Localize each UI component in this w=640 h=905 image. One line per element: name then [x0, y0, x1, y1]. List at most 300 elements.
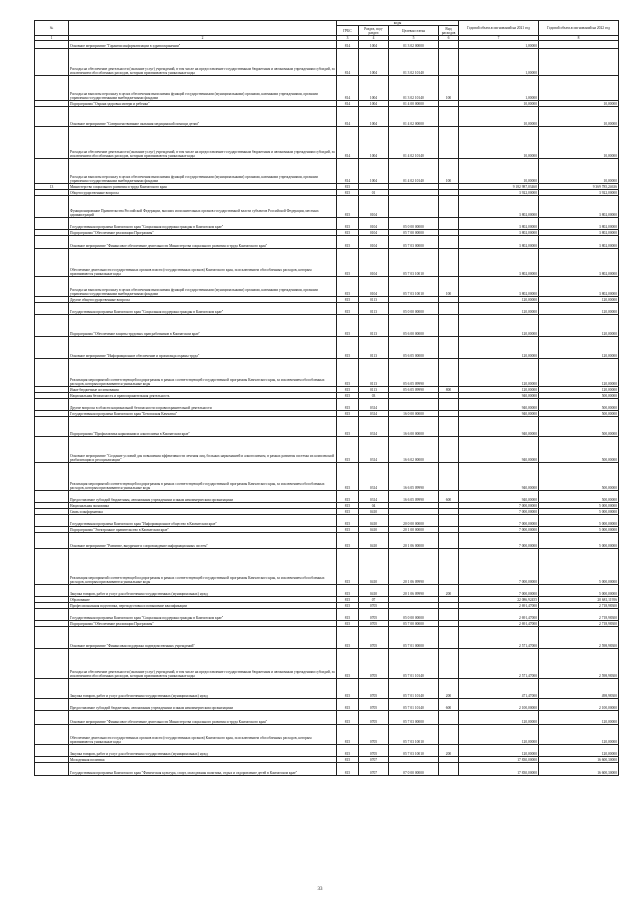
row-description: Государственная программа Камчатского края "Безопасная Камчатка": [69, 411, 337, 417]
row-grbs: 815: [337, 399, 359, 411]
row-grbs: 815: [337, 763, 359, 776]
row-section: 0705: [359, 699, 389, 711]
row-description: Подпрограмма "Обеспечение реализации Программы": [69, 621, 337, 627]
header-num: №: [35, 21, 69, 36]
row-description: Закупка товаров, работ и услуг для обеспечения государственных (муниципальных) нужд: [69, 745, 337, 757]
row-section: 0314: [359, 463, 389, 491]
row-expense-type: [439, 515, 459, 527]
row-number: [35, 585, 69, 597]
row-number: [35, 196, 69, 218]
colnum: 7: [459, 36, 539, 41]
row-section: 0410: [359, 533, 389, 549]
row-target-article: 05 0 00 00000: [389, 303, 439, 315]
row-target-article: 05 7 03 00000: [389, 236, 439, 249]
row-section: 0410: [359, 509, 389, 515]
row-amount-2022: 5 000,00000: [539, 549, 619, 585]
row-section: 01: [359, 190, 389, 196]
table-row: [35, 585, 619, 597]
row-grbs: 815: [337, 417, 359, 437]
row-amount-2022: 500,00000: [539, 437, 619, 463]
row-description: Основное мероприятие "Финансовое обеспечение деятельности Министерства социального развития и труда Камчатского края": [69, 711, 337, 725]
row-section: 0705: [359, 627, 389, 649]
row-description: Подпрограмма "Обеспечение реализации Программы": [69, 230, 337, 236]
colnum: 5: [389, 36, 439, 41]
table-row: [35, 711, 619, 725]
row-expense-type: 200: [439, 745, 459, 757]
row-amount-2022: 2 598,98300: [539, 649, 619, 679]
row-number: [35, 515, 69, 527]
row-number: [35, 549, 69, 585]
table-row: [35, 699, 619, 711]
row-section: 0705: [359, 649, 389, 679]
row-expense-type: [439, 303, 459, 315]
table-row: [35, 277, 619, 297]
row-amount-2022: 10,00000: [539, 101, 619, 107]
row-section: 0705: [359, 711, 389, 725]
row-expense-type: 200: [439, 679, 459, 699]
row-grbs: 815: [337, 196, 359, 218]
row-section: 0104: [359, 218, 389, 230]
header-year-2021: Годовой объем ассигнований на 2021 год: [459, 21, 539, 36]
row-amount-2022: 120,00000: [539, 725, 619, 745]
row-description: Иные бюджетные ассигнования: [69, 387, 337, 393]
row-description: Молодежная политика: [69, 757, 337, 763]
row-amount-2021: 3 802,00000: [459, 249, 539, 277]
row-amount-2022: 5 000,00000: [539, 533, 619, 549]
row-section: 1004: [359, 159, 389, 184]
row-amount-2022: 3 802,00000: [539, 196, 619, 218]
row-amount-2022: 3 922,00000: [539, 190, 619, 196]
row-expense-type: 100: [439, 277, 459, 297]
row-amount-2021: 120,00000: [459, 303, 539, 315]
table-row: [35, 399, 619, 411]
row-section: 0314: [359, 491, 389, 503]
row-amount-2021: 2 691,47000: [459, 603, 539, 609]
row-amount-2021: 2 571,47000: [459, 627, 539, 649]
row-expense-type: [439, 437, 459, 463]
row-grbs: 815: [337, 387, 359, 393]
row-section: 0705: [359, 603, 389, 609]
row-expense-type: 600: [439, 491, 459, 503]
row-amount-2022: 120,00000: [539, 387, 619, 393]
row-target-article: 05 7 00 00000: [389, 621, 439, 627]
table-row: [35, 303, 619, 315]
row-amount-2021: 120,00000: [459, 725, 539, 745]
row-section: 0314: [359, 417, 389, 437]
row-amount-2022: 20 681,11956: [539, 597, 619, 603]
row-section: 0410: [359, 585, 389, 597]
row-grbs: 815: [337, 190, 359, 196]
row-grbs: 815: [337, 533, 359, 549]
row-expense-type: [439, 218, 459, 230]
row-target-article: 20 1 06 09990: [389, 549, 439, 585]
row-number: [35, 236, 69, 249]
table-header: [35, 21, 619, 41]
row-section: 0707: [359, 763, 389, 776]
row-amount-2021: 17 830,00000: [459, 757, 539, 763]
row-target-article: 01 3 02 10140: [389, 49, 439, 76]
row-grbs: 815: [337, 699, 359, 711]
row-expense-type: 100: [439, 159, 459, 184]
row-amount-2021: 3 802,00000: [459, 196, 539, 218]
row-grbs: 815: [337, 603, 359, 609]
table-row: [35, 679, 619, 699]
row-description: Государственная программа Камчатского края "Физическая культура, спорт, молодежная политика, отдых и оздоровление детей в Камчатском крае": [69, 763, 337, 776]
row-expense-type: [439, 315, 459, 337]
row-expense-type: 200: [439, 585, 459, 597]
row-grbs: 815: [337, 679, 359, 699]
row-grbs: 815: [337, 621, 359, 627]
row-amount-2022: [539, 49, 619, 76]
colnum: 6: [439, 36, 459, 41]
row-grbs: 815: [337, 411, 359, 417]
row-description: Расходы на обеспечение деятельности (оказание услуг) учреждений, в том числе на предоставление государственным бюджетным и автономным учреждениям субсидий, за исключением обособленных расходов, которым присваиваются уникальные коды: [69, 49, 337, 76]
row-expense-type: [439, 249, 459, 277]
row-amount-2021: 471,47000: [459, 679, 539, 699]
row-amount-2022: 9 369 785,24636: [539, 184, 619, 190]
row-expense-type: [439, 236, 459, 249]
row-description: Реализация мероприятий соответствующей подпрограммы в рамках соответствующей государственной программы Камчатского края, за исключением обособленных расходов, которым присваиваются уникальные коды: [69, 359, 337, 387]
row-grbs: 815: [337, 463, 359, 491]
row-number: [35, 437, 69, 463]
table-row: [35, 218, 619, 230]
row-amount-2022: 2 718,98300: [539, 621, 619, 627]
row-number: [35, 679, 69, 699]
row-description: Обеспечение деятельности государственных органов власти (государственных органов) Камчатского края, за исключением обособленных расходов, которым присваиваются уникальные коды: [69, 725, 337, 745]
colnum: 4: [359, 36, 389, 41]
row-description: Основное мероприятие "Развитие, внедрение и сопровождение информационных систем": [69, 533, 337, 549]
row-target-article: 05 7 03 00000: [389, 711, 439, 725]
row-amount-2021: 2 691,47000: [459, 621, 539, 627]
row-description: Реализация мероприятий соответствующей подпрограммы в рамках соответствующей государственной программы Камчатского края, за исключением обособленных расходов, которым присваиваются уникальные коды: [69, 463, 337, 491]
row-target-article: 01 4 02 00000: [389, 107, 439, 127]
row-amount-2022: 2 718,98300: [539, 603, 619, 609]
row-amount-2022: 3 802,00000: [539, 236, 619, 249]
header-expense-type: Вид расходов: [439, 26, 459, 36]
row-target-article: [389, 399, 439, 411]
row-number: [35, 699, 69, 711]
row-amount-2021: 120,00000: [459, 315, 539, 337]
row-description: Государственная программа Камчатского края "Социальная поддержка граждан в Камчатском крае": [69, 303, 337, 315]
row-amount-2021: 3 802,00000: [459, 236, 539, 249]
row-description: Министерство социального развития и труда Камчатского края: [69, 184, 337, 190]
row-number: [35, 76, 69, 101]
row-expense-type: 600: [439, 699, 459, 711]
table-row: [35, 127, 619, 159]
row-amount-2021: 1,00000: [459, 76, 539, 101]
colnum: 3: [337, 36, 359, 41]
row-description: Расходы на выплаты персоналу в целях обеспечения выполнения функций государственными (муниципальными) органами, казенными учреждениями, органами управления государственными внебюджетными фондами: [69, 277, 337, 297]
table-row: [35, 159, 619, 184]
row-number: [35, 359, 69, 387]
table-row: [35, 437, 619, 463]
row-amount-2021: 3 802,00000: [459, 277, 539, 297]
row-grbs: 815: [337, 337, 359, 359]
row-grbs: 815: [337, 515, 359, 527]
row-amount-2021: 10,00000: [459, 101, 539, 107]
row-section: 0104: [359, 249, 389, 277]
row-amount-2021: 2 100,00000: [459, 699, 539, 711]
row-description: Подпрограмма "Обеспечение защиты трудовых прав работников в Камчатском крае": [69, 315, 337, 337]
row-section: 0410: [359, 515, 389, 527]
row-expense-type: [439, 337, 459, 359]
row-section: 1004: [359, 127, 389, 159]
row-grbs: 815: [337, 236, 359, 249]
row-number: 13: [35, 184, 69, 190]
row-amount-2021: 120,00000: [459, 745, 539, 757]
row-amount-2021: 940,00000: [459, 437, 539, 463]
row-expense-type: [439, 649, 459, 679]
row-target-article: 05 7 00 00000: [389, 230, 439, 236]
row-grbs: 815: [337, 393, 359, 399]
row-description: Основное мероприятие "Создание условий для повышения эффективности лечения лиц, больных наркоманией и алкоголизмом, в рамках развития системы их комплексной реабилитации и ресоциализации": [69, 437, 337, 463]
table-row: [35, 249, 619, 277]
row-grbs: 815: [337, 277, 359, 297]
row-target-article: 16 0 00 00000: [389, 411, 439, 417]
row-expense-type: [439, 107, 459, 127]
row-expense-type: [439, 763, 459, 776]
row-number: [35, 649, 69, 679]
row-description: Закупка товаров, работ и услуг для обеспечения государственных (муниципальных) нужд: [69, 585, 337, 597]
row-amount-2022: 2 100,00000: [539, 699, 619, 711]
row-section: 07: [359, 597, 389, 603]
row-description: Подпрограмма "Профилактика наркомании и алкоголизма в Камчатском крае": [69, 417, 337, 437]
row-target-article: 05 7 01 10140: [389, 699, 439, 711]
row-number: [35, 491, 69, 503]
row-amount-2021: 9 182 987,03460: [459, 184, 539, 190]
row-amount-2022: 10,00000: [539, 159, 619, 184]
header-target: Целевая статья: [389, 26, 439, 36]
row-grbs: 815: [337, 725, 359, 745]
row-number: [35, 303, 69, 315]
row-description: Основное мероприятие "Гарантии информатизации в здравоохранении": [69, 41, 337, 49]
row-section: 0104: [359, 277, 389, 297]
row-amount-2022: 2 718,98300: [539, 609, 619, 621]
row-number: [35, 763, 69, 776]
row-description: Закупка товаров, работ и услуг для обеспечения государственных (муниципальных) нужд: [69, 679, 337, 699]
row-section: 1004: [359, 76, 389, 101]
row-amount-2021: 120,00000: [459, 387, 539, 393]
row-amount-2022: 3 802,00000: [539, 249, 619, 277]
row-number: [35, 725, 69, 745]
table-row: [35, 41, 619, 49]
row-number: [35, 218, 69, 230]
row-number: [35, 609, 69, 621]
table-row: [35, 533, 619, 549]
row-description: Расходы на обеспечение деятельности (оказание услуг) учреждений, в том числе на предоставление государственным бюджетным и автономным учреждениям субсидий, за исключением обособленных расходов, которым присваиваются уникальные коды: [69, 649, 337, 679]
row-grbs: 815: [337, 315, 359, 337]
row-description: Другие общегосударственные вопросы: [69, 297, 337, 303]
row-description: Предоставление субсидий бюджетным, автономным учреждениям и иным некоммерческим организациям: [69, 491, 337, 503]
row-description: Связь и информатика: [69, 509, 337, 515]
row-section: 03: [359, 393, 389, 399]
row-amount-2021: 7 000,00000: [459, 503, 539, 509]
row-description: Другие вопросы в области национальной безопасности и правоохранительной деятельности: [69, 399, 337, 411]
row-section: 1004: [359, 49, 389, 76]
row-expense-type: [439, 549, 459, 585]
row-section: 0705: [359, 609, 389, 621]
row-target-article: 16 6 05 09990: [389, 491, 439, 503]
row-amount-2021: 2 691,47000: [459, 609, 539, 621]
row-grbs: 815: [337, 503, 359, 509]
row-grbs: 815: [337, 184, 359, 190]
row-number: [35, 627, 69, 649]
row-amount-2022: 5 000,00000: [539, 509, 619, 515]
row-section: 0705: [359, 621, 389, 627]
row-number: [35, 711, 69, 725]
row-grbs: 814: [337, 159, 359, 184]
row-amount-2022: 500,00000: [539, 411, 619, 417]
row-section: 0707: [359, 757, 389, 763]
row-expense-type: [439, 463, 459, 491]
colnum: 8: [539, 36, 619, 41]
row-amount-2021: 10,00000: [459, 107, 539, 127]
row-expense-type: 100: [439, 76, 459, 101]
header-blank: [69, 21, 337, 36]
table-row: [35, 515, 619, 527]
row-description: Предоставление субсидий бюджетным, автономным учреждениям и иным некоммерческим организациям: [69, 699, 337, 711]
row-grbs: 815: [337, 711, 359, 725]
row-target-article: 16 6 02 00000: [389, 437, 439, 463]
row-section: 0113: [359, 315, 389, 337]
row-target-article: 16 6 00 00000: [389, 417, 439, 437]
row-target-article: 01 3 02 10140: [389, 76, 439, 101]
row-amount-2022: 500,00000: [539, 491, 619, 503]
row-description: Подпрограмма "Электронное правительство в Камчатском крае": [69, 527, 337, 533]
row-section: 0314: [359, 437, 389, 463]
row-amount-2022: 120,00000: [539, 303, 619, 315]
row-amount-2022: 5 000,00000: [539, 527, 619, 533]
row-number: [35, 315, 69, 337]
row-number: [35, 745, 69, 757]
row-grbs: 815: [337, 509, 359, 515]
row-expense-type: [439, 127, 459, 159]
row-description: Государственная программа Камчатского края "Информационное общество в Камчатском крае": [69, 515, 337, 527]
row-number: [35, 277, 69, 297]
row-target-article: 05 6 05 09990: [389, 387, 439, 393]
header-section: Раздел, под-раздел: [359, 26, 389, 36]
table-row: [35, 196, 619, 218]
row-amount-2022: 10,00000: [539, 107, 619, 127]
row-grbs: 815: [337, 649, 359, 679]
row-description: Основное мероприятие "Финансовая поддержка подведомственных учреждений": [69, 627, 337, 649]
row-description: Обеспечение деятельности государственных органов власти (государственных органов) Камчатского края, за исключением обособленных расходов, которым присваиваются уникальные коды: [69, 249, 337, 277]
row-target-article: 05 0 00 00000: [389, 609, 439, 621]
row-amount-2021: 3 922,00000: [459, 190, 539, 196]
row-amount-2022: 120,00000: [539, 297, 619, 303]
row-amount-2022: 16 600,30000: [539, 757, 619, 763]
row-grbs: 814: [337, 127, 359, 159]
row-grbs: 815: [337, 585, 359, 597]
row-amount-2022: 5 000,00000: [539, 503, 619, 509]
table-row: [35, 315, 619, 337]
table-row: [35, 107, 619, 127]
row-amount-2021: 10,00000: [459, 159, 539, 184]
table-row: [35, 725, 619, 745]
row-description: Государственная программа Камчатского края "Социальная поддержка граждан в Камчатском крае": [69, 218, 337, 230]
row-grbs: 814: [337, 41, 359, 49]
row-amount-2021: 7 000,00000: [459, 533, 539, 549]
row-description: Государственная программа Камчатского края "Социальная поддержка граждан в Камчатском крае": [69, 609, 337, 621]
row-amount-2021: 17 830,00000: [459, 763, 539, 776]
row-grbs: 815: [337, 297, 359, 303]
row-grbs: 814: [337, 107, 359, 127]
row-grbs: 815: [337, 249, 359, 277]
row-amount-2021: 10,00000: [459, 127, 539, 159]
row-target-article: 05 7 03 10010: [389, 745, 439, 757]
row-target-article: 05 6 00 00000: [389, 315, 439, 337]
row-grbs: 815: [337, 230, 359, 236]
row-expense-type: [439, 725, 459, 745]
row-amount-2021: 2 571,47000: [459, 649, 539, 679]
row-target-article: 20 0 00 00000: [389, 515, 439, 527]
row-expense-type: [439, 417, 459, 437]
row-description: Расходы на выплаты персоналу в целях обеспечения выполнения функций государственными (муниципальными) органами, казенными учреждениями, органами управления государственными внебюджетными фондами: [69, 76, 337, 101]
row-target-article: 05 7 01 10140: [389, 679, 439, 699]
row-expense-type: [439, 41, 459, 49]
row-expense-type: [439, 49, 459, 76]
row-amount-2022: 3 802,00000: [539, 218, 619, 230]
row-grbs: 814: [337, 76, 359, 101]
row-description: Расходы на выплаты персоналу в целях обеспечения выполнения функций государственными (муниципальными) органами, казенными учреждениями, органами управления государственными внебюджетными фондами: [69, 159, 337, 184]
row-amount-2021: 7 000,00000: [459, 549, 539, 585]
row-expense-type: [439, 196, 459, 218]
row-section: 1004: [359, 101, 389, 107]
table-row: [35, 337, 619, 359]
table-row: [35, 49, 619, 76]
budget-table-sheet: [34, 20, 618, 776]
table-row: [35, 417, 619, 437]
row-target-article: 01 4 02 10140: [389, 159, 439, 184]
row-grbs: 815: [337, 597, 359, 603]
row-amount-2021: 120,00000: [459, 297, 539, 303]
row-section: 1004: [359, 107, 389, 127]
row-target-article: 05 6 05 00000: [389, 337, 439, 359]
row-amount-2022: 500,00000: [539, 393, 619, 399]
row-grbs: 814: [337, 101, 359, 107]
row-section: 0113: [359, 297, 389, 303]
table-row: [35, 649, 619, 679]
row-amount-2021: 940,00000: [459, 491, 539, 503]
row-amount-2022: 120,00000: [539, 359, 619, 387]
row-number: [35, 127, 69, 159]
row-number: [35, 337, 69, 359]
row-target-article: 01 4 00 00000: [389, 101, 439, 107]
row-expense-type: [439, 359, 459, 387]
row-number: [35, 463, 69, 491]
colnum: 2: [69, 36, 337, 41]
row-target-article: [389, 196, 439, 218]
row-amount-2021: 940,00000: [459, 463, 539, 491]
row-section: 0104: [359, 236, 389, 249]
row-section: 1004: [359, 41, 389, 49]
row-amount-2022: 498,98300: [539, 679, 619, 699]
row-amount-2021: 940,00000: [459, 417, 539, 437]
row-amount-2021: 7 000,00000: [459, 585, 539, 597]
row-section: 0113: [359, 337, 389, 359]
row-description: Национальная экономика: [69, 503, 337, 509]
row-amount-2022: 500,00000: [539, 417, 619, 437]
row-section: 0104: [359, 230, 389, 236]
row-description: Основное мероприятие "Информационное обеспечение и пропаганда охраны труда": [69, 337, 337, 359]
row-section: 0705: [359, 725, 389, 745]
table-row: [35, 236, 619, 249]
row-section: 0314: [359, 399, 389, 411]
row-grbs: 815: [337, 609, 359, 621]
row-target-article: 01 3 02 00000: [389, 41, 439, 49]
row-description: Национальная безопасность и правоохранительная деятельность: [69, 393, 337, 399]
row-amount-2021: 1,00000: [459, 49, 539, 76]
